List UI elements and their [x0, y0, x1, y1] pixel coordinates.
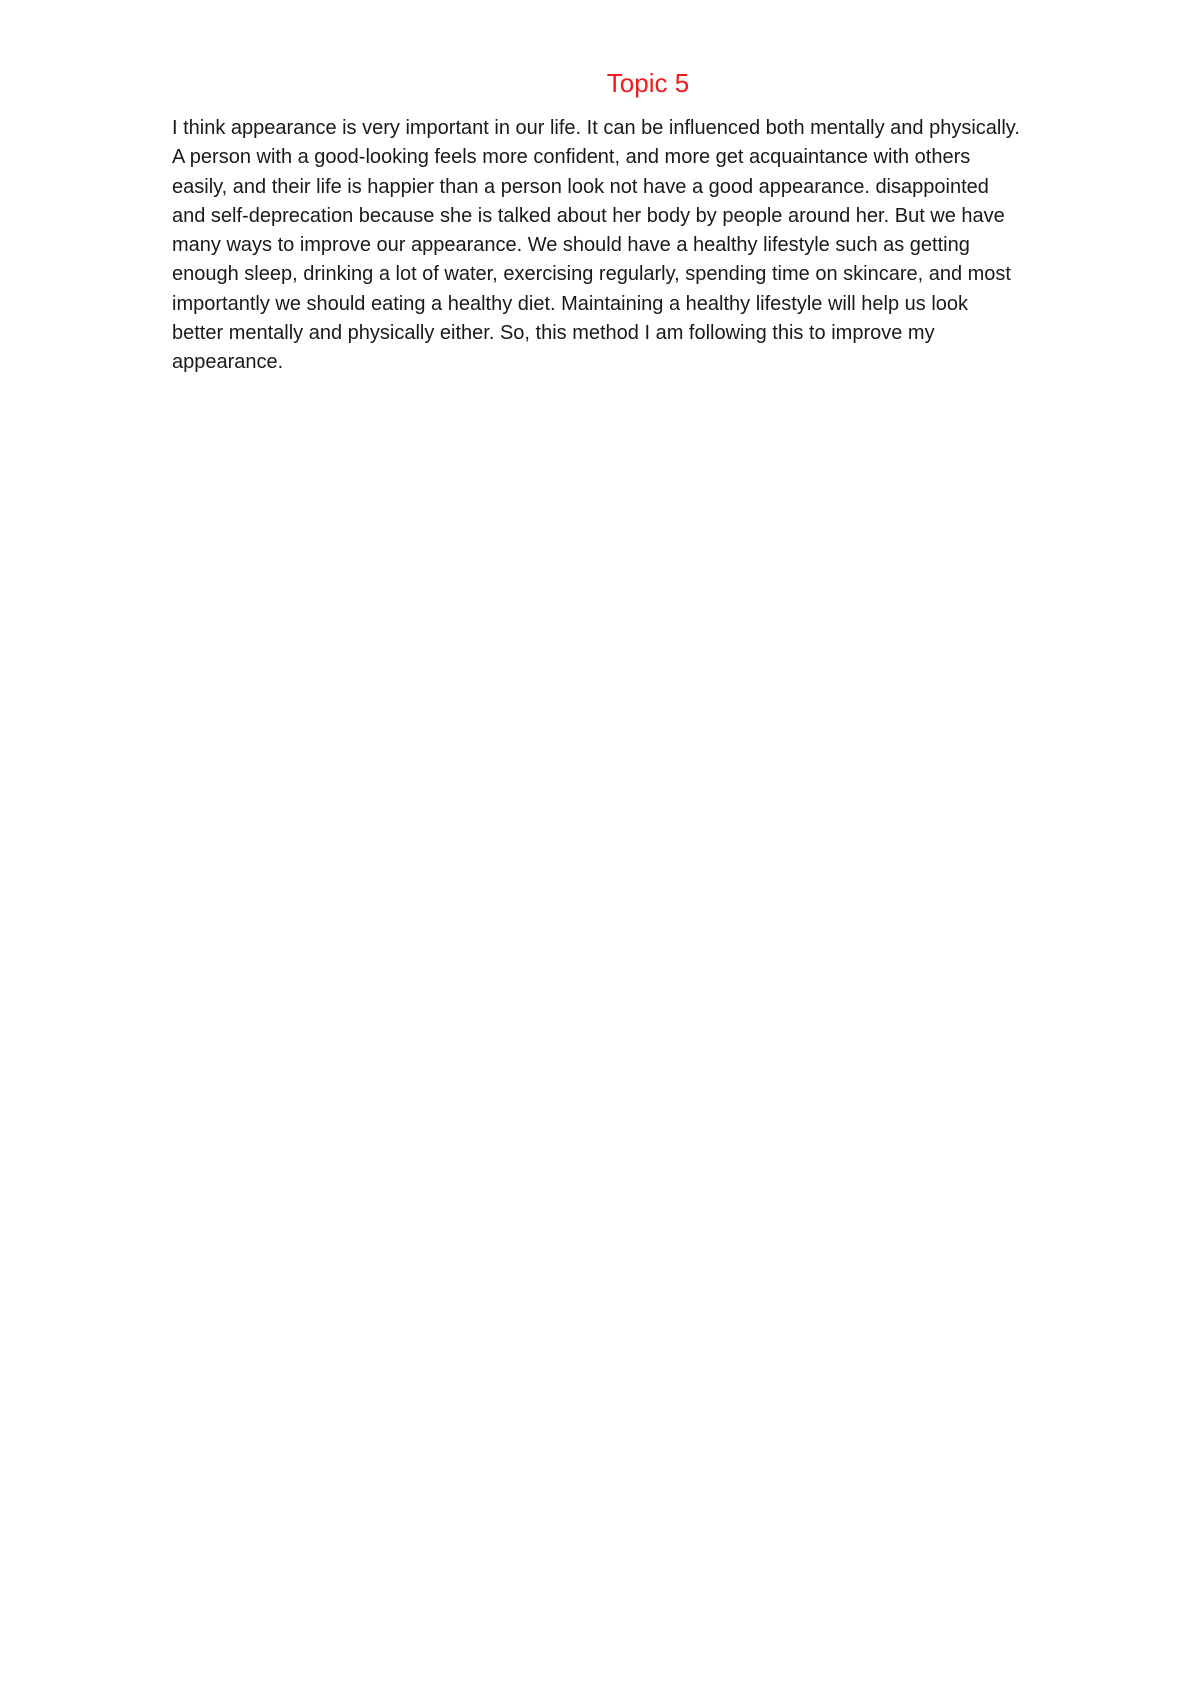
body-line: appearance.	[172, 351, 284, 374]
body-line: I think appearance is very important in our life. It can be influenced both mentally and physically.	[172, 117, 1020, 139]
document-title: Topic 5	[606, 68, 690, 98]
body-line: easily, and their life is happier than a person look not have a good appearance. disappointed	[172, 175, 989, 198]
document-body	[172, 114, 1122, 378]
body-line: A person with a good-looking feels more confident, and more get acquaintance with others	[172, 146, 971, 169]
body-line: and self-deprecation because she is talked about her body by people around her. But we have	[172, 204, 1005, 227]
body-line: better mentally and physically either. So, this method I am following this to improve my	[172, 322, 935, 345]
body-line: enough sleep, drinking a lot of water, exercising regularly, spending time on skincare, and most	[172, 263, 1011, 286]
body-line: many ways to improve our appearance. We should have a healthy lifestyle such as getting	[172, 234, 970, 257]
body-line: importantly we should eating a healthy diet. Maintaining a healthy lifestyle will help us look	[172, 292, 969, 315]
